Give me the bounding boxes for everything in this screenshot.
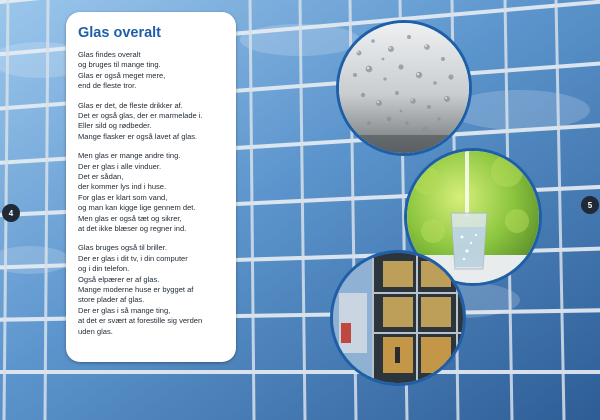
paragraph-1 — [78, 50, 226, 92]
text-line: Det er sådan, — [78, 172, 124, 181]
text-line: at det er svært at forestille sig verden — [78, 316, 203, 326]
text-line: og bruges til mange ting. — [78, 60, 161, 70]
page-number-left: 4 — [2, 204, 20, 222]
text-line: og i din telefon. — [78, 264, 130, 274]
text-box — [66, 12, 236, 362]
text-line: Glas er det, de fleste drikker af. — [78, 100, 183, 110]
glass-building-photo — [330, 250, 466, 386]
text-line: Der er glas i alle vinduer. — [78, 161, 162, 171]
text-line: Eller sild og rødbeder. — [78, 121, 152, 131]
text-line: end de fleste tror. — [78, 81, 137, 91]
paragraph-3 — [78, 151, 226, 234]
text-line: Glas bruges også til briller. — [78, 243, 167, 253]
page-number-right: 5 — [581, 196, 599, 214]
page-title: Glas overalt — [78, 25, 162, 41]
text-line: og man kan kigge lige gennem det. — [78, 203, 196, 213]
text-line: Men glas er mange andre ting. — [78, 151, 181, 161]
text-line: Det er også glas, der er marmelade i. — [78, 110, 203, 120]
text-line: For glas er klart som vand, — [78, 192, 168, 202]
paragraph-4 — [78, 243, 226, 337]
text-line: Der er glas i dit tv, i din computer — [78, 253, 188, 263]
water-drops-illustration — [339, 23, 469, 153]
paragraph-2 — [78, 101, 226, 143]
text-line: uden glas. — [78, 326, 113, 336]
text-line: at det ikke blæser og regner ind. — [78, 224, 187, 234]
text-line: der kommer lys ind i huse. — [78, 182, 167, 192]
text-line: Mange moderne huse er bygget af — [78, 285, 194, 295]
water-drops-photo — [336, 20, 472, 156]
text-line: Mange flasker er også lavet af glas. — [78, 131, 198, 141]
text-line: Glas findes overalt — [78, 49, 141, 59]
text-line: Der er glas i så mange ting, — [78, 305, 171, 315]
text-line: store plader af glas. — [78, 295, 145, 305]
text-line: Men glas er også tæt og sikrer, — [78, 213, 182, 223]
text-line: Også elpærer er af glas. — [78, 274, 160, 284]
glass-building-illustration — [333, 253, 463, 383]
text-line: Glas er også meget mere, — [78, 70, 166, 80]
